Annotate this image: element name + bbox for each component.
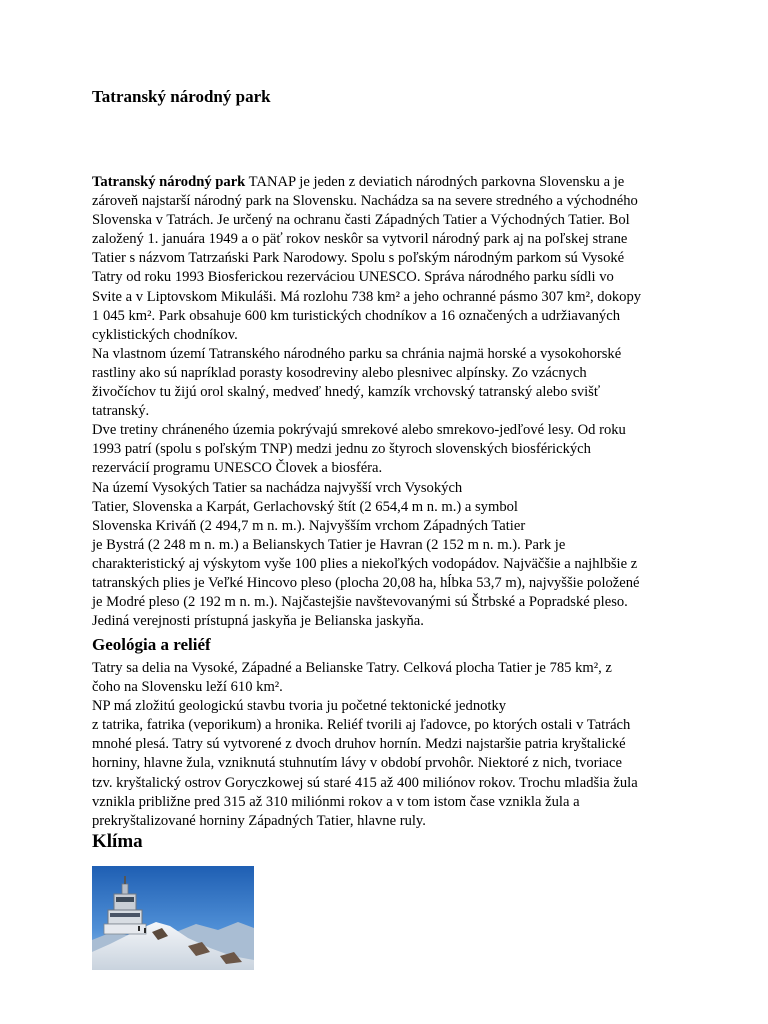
section-geology-text — [92, 659, 638, 831]
paragraph-line: rastliny ako sú napríklad porasty kosodreviny alebo plesnivec alpínsky. Zo vzácnych — [92, 364, 587, 381]
paragraph-line: 1 045 km². Park obsahuje 600 km turistických chodníkov a 16 označených a udržiavaných — [92, 307, 620, 324]
paragraph-line: založený 1. januára 1949 a o päť rokov neskôr sa vytvoril národný park aj na poľskej strane — [92, 231, 628, 248]
section-main-text — [92, 173, 641, 631]
paragraph-line: Tatier s názvom Tatrzański Park Narodowy. Spolu s poľským národným parkom sú Vysoké — [92, 250, 625, 267]
paragraph-line: Slovenska v Tatrách. Je určený na ochranu časti Západných Tatier a Východných Tatier. Bol — [92, 212, 630, 229]
intro-bold-term: Tatranský národný park — [92, 174, 246, 190]
paragraph-line: Dve tretiny chráneného územia pokrývajú smrekové alebo smrekovo-jedľové lesy. Od roku — [92, 422, 626, 439]
paragraph-line: Jediná verejnosti prístupná jaskyňa je Belianska jaskyňa. — [92, 613, 424, 630]
paragraph-line: Slovenska Kriváň (2 494,7 m n. m.). Najvyšším vrchom Západných Tatier — [92, 517, 526, 534]
paragraph-line: vznikla približne pred 315 až 310 miliónmi rokov a v tom istom čase vznikla žula a — [92, 793, 580, 810]
paragraph-line: z tatrika, fatrika (veporikum) a hronika. Reliéf tvorili aj ľadovce, po ktorých ostali v Tatrách — [92, 717, 631, 734]
paragraph-line: živočíchov tu žijú orol skalný, medveď hnedý, kamzík vrchovský tatranský alebo svišť — [92, 384, 601, 401]
paragraph-line: tatranských plies je Veľké Hincovo pleso (plocha 20,08 ha, hĺbka 53,7 m), najvyššie položené — [92, 574, 640, 591]
paragraph-line: je Bystrá (2 248 m n. m.) a Belianskych Tatier je Havran (2 152 m n. m.). Park je — [92, 536, 566, 553]
paragraph-line: Tatry sa delia na Vysoké, Západné a Belianske Tatry. Celková plocha Tatier je 785 km², z — [92, 660, 612, 676]
paragraph-line: zároveň najstarší národný park na Slovensku. Nachádza sa na severe stredného a východného — [92, 193, 638, 210]
paragraph-line: charakteristický aj výskytom vyše 100 plies a niekoľkých vodopádov. Najväčšie a najhlbšie z — [92, 555, 638, 572]
intro-rest: TANAP je jeden z deviatich národných parkovna Slovensku a je — [245, 174, 625, 190]
page-title: Tatranský národný park — [92, 87, 271, 106]
paragraph-line: tzv. kryštalický ostrov Goryczkowej sú staré 415 až 400 miliónov rokov. Trochu mladšia žula — [92, 774, 638, 791]
paragraph-line: tatranský. — [92, 403, 150, 420]
paragraph-line: Tatier, Slovenska a Karpát, Gerlachovský štít (2 654,4 m n. m.) a symbol — [92, 498, 518, 515]
paragraph-line: cyklistických chodníkov. — [92, 326, 238, 343]
paragraph-line: 1993 patrí (spolu s poľským TNP) medzi jednu zo štyroch slovenských biosférických — [92, 441, 591, 458]
paragraph-line: čoho na Slovensku leží 610 km². — [92, 679, 283, 696]
paragraph-line: Na území Vysokých Tatier sa nachádza najvyšší vrch Vysokých — [92, 479, 463, 496]
paragraph-line: Na vlastnom území Tatranského národného parku sa chránia najmä horské a vysokohorské — [92, 345, 622, 362]
paragraph-line: Svite a v Liptovskom Mikuláši. Má rozlohu 738 km² a jeho ochranné pásmo 307 km², dokopy — [92, 288, 642, 305]
paragraph-line: prekryštalizované horniny Západných Tatier, hlavne ruly. — [92, 812, 426, 829]
paragraph-line: je Modré pleso (2 192 m n. m.). Najčastejšie navštevovanými sú Štrbské a Popradské pleso. — [92, 594, 628, 611]
paragraph-line: horniny, hlavne žula, vzniknutá stuhnutím lávy v období prvohôr. Niektoré z nich, tvoriace — [92, 755, 622, 772]
paragraph-line: NP má zložitú geologickú stavbu tvoria ju početné tektonické jednotky — [92, 698, 507, 715]
heading-climate: Klíma — [92, 831, 143, 852]
mountain-observatory-photo — [92, 866, 254, 970]
paragraph-line — [92, 173, 641, 192]
paragraph-line: rezervácií programu UNESCO Človek a biosféra. — [92, 460, 383, 477]
paragraph-line: mnohé plesá. Tatry sú vytvorené z dvoch druhov hornín. Medzi najstaršie patria kryštalické — [92, 736, 626, 753]
heading-geology: Geológia a reliéf — [92, 635, 211, 654]
paragraph-line: Tatry od roku 1993 Biosferickou rezerváciou UNESCO. Správa národného parku sídli vo — [92, 269, 614, 286]
